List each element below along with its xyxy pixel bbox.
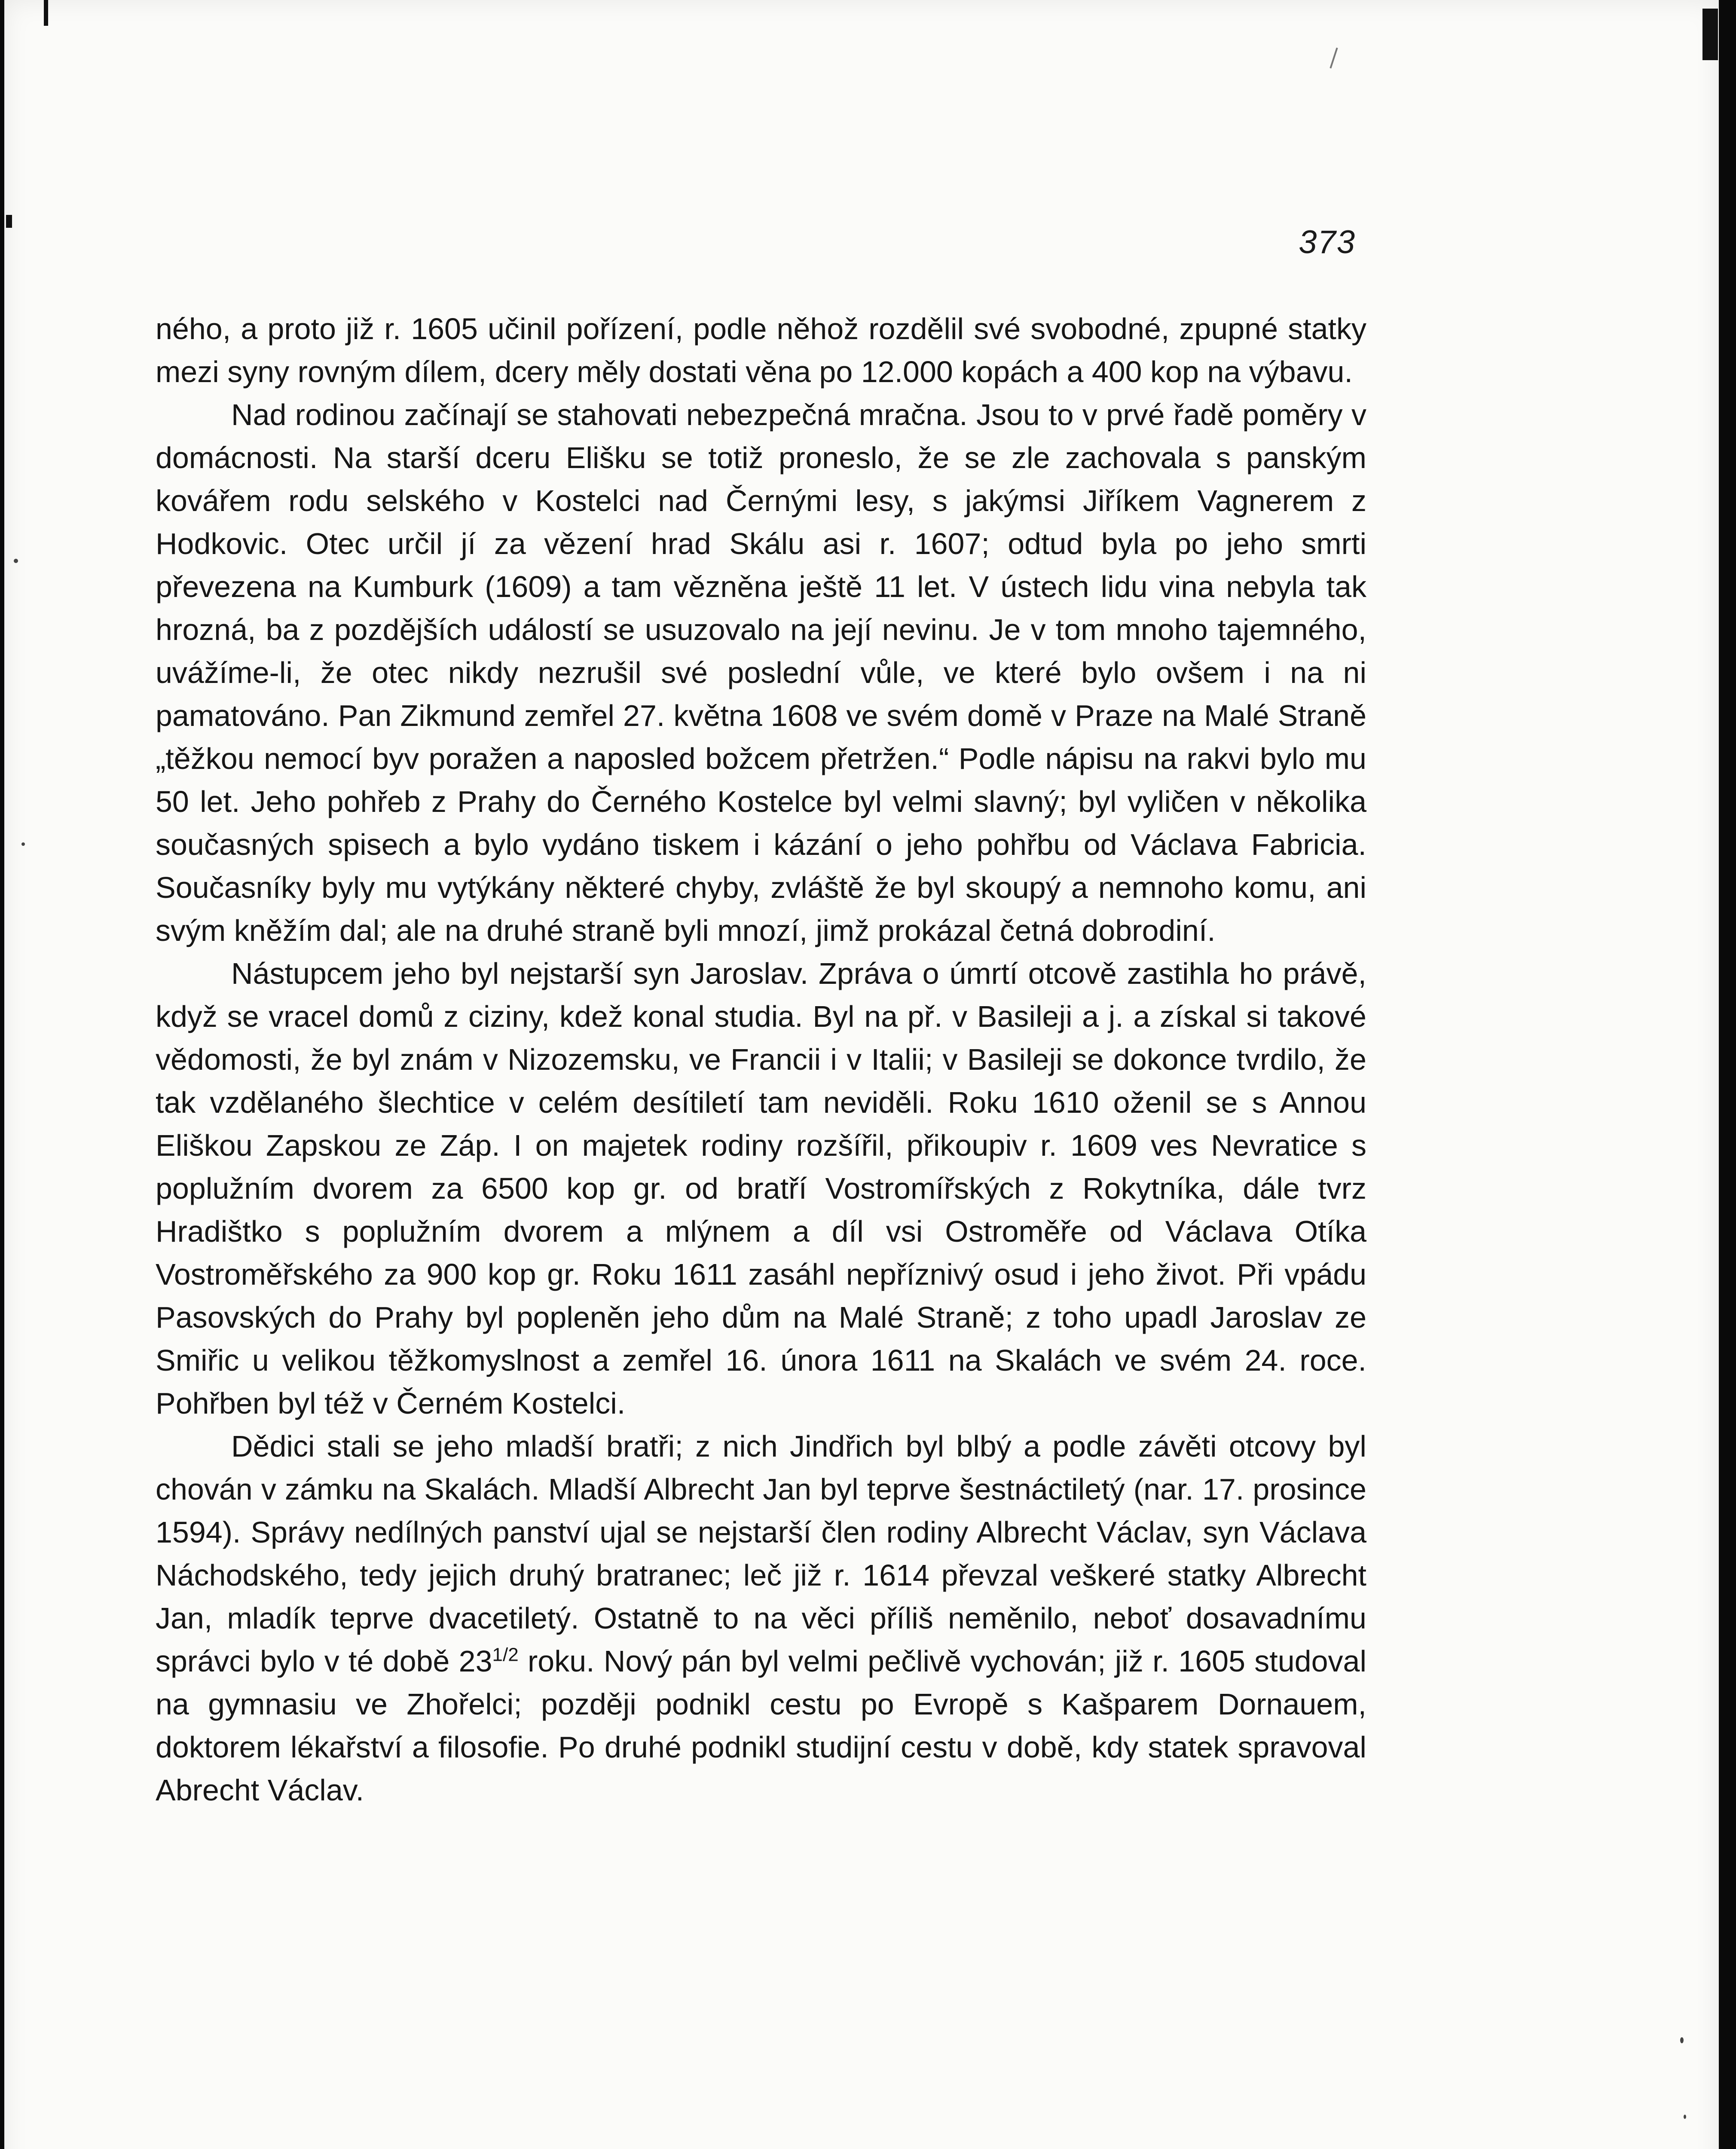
scan-speck <box>1680 2037 1684 2043</box>
fraction-superscript: 1/2 <box>492 1644 519 1665</box>
scan-edge-mark <box>1702 9 1718 60</box>
paragraph-4 <box>156 1425 1366 1812</box>
scan-speck <box>14 559 18 563</box>
paragraph-2: Nad rodinou začínají se stahovati nebezpečná mračna. Jsou to v prvé řadě poměry v domácnosti. Na starší dceru Elišku se totiž proneslo, že se zle zachovala s panským kovářem rodu selského v Kostelci nad Černými lesy, s jakýmsi Jiříkem Vagnerem z Hodkovic. Otec určil jí za vězení hrad Skálu asi r. 1607; odtud byla po jeho smrti převezena na Kumburk (1609) a tam vězněna ještě 11 let. V ústech lidu vina nebyla tak hrozná, ba z pozdějších událostí se usuzovalo na její nevinu. Je v tom mnoho tajemného, uvážíme-li, že otec nikdy nezrušil své poslední vůle, ve které bylo ovšem i na ni pamatováno. Pan Zikmund zemřel 27. května 1608 ve svém domě v Praze na Malé Straně „těžkou nemocí byv poražen a naposled božcem přetržen.“ Podle nápisu na rakvi bylo mu 50 let. Jeho pohřeb z Prahy do Černého Kostelce byl velmi slavný; byl vyličen v několika současných spisech a bylo vydáno tiskem i kázání o jeho pohřbu od Václava Fabricia. Současníky byly mu vytýkány některé chyby, zvláště že byl skoupý a nemnoho komu, ani svým kněžím dal; ale na druhé straně byli mnozí, jimž prokázal četná dobrodiní. <box>156 398 1366 947</box>
body-text <box>156 307 1366 1812</box>
paragraph-4-text: Dědici stali se jeho mladší bratři; z nich Jindřich byl blbý a podle závěti otcovy byl chován v zámku na Skalách. Mladší Albrecht Jan byl teprve šestnáctiletý (nar. 17. prosince 1594). Správy nedílných panství ujal se nejstarší člen rodiny Albrecht Václav, syn Václava Náchodského, tedy jejich druhý bratranec; leč již r. 1614 převzal veškeré statky Albrecht Jan, mladík teprve dvacetiletý. Ostatně to na věci příliš neměnilo, neboť dosavadnímu správci bylo v té době 23 <box>156 1430 1366 1678</box>
scan-edge-mark <box>6 215 12 228</box>
scan-speck <box>21 842 25 846</box>
page-sheet <box>4 0 1719 2149</box>
paragraph-4-text-end: roku. Nový pán byl velmi pečlivě vychován; již r. 1605 studoval na gymnasiu ve Zhořelci; později podnikl cestu po Evropě s Kašparem Dornauem, doktorem lékařství a filosofie. Po druhé podnikl studijní cestu v době, kdy statek spravoval Abrecht Václav. <box>156 1644 1367 1807</box>
scan-speck <box>1684 2115 1686 2119</box>
pencil-mark <box>1330 48 1338 69</box>
scan-edge-mark <box>44 0 48 26</box>
page-number: 373 <box>1299 224 1356 260</box>
paragraph-1: ného, a proto již r. 1605 učinil pořízení, podle něhož rozdělil své svobodné, zpupné statky mezi syny rovným dílem, dcery měly dostati věna po 12.000 kopách a 400 kop na výbavu. <box>156 312 1366 389</box>
paragraph-3: Nástupcem jeho byl nejstarší syn Jaroslav. Zpráva o úmrtí otcově zastihla ho právě, když se vracel domů z ciziny, kdež konal studia. Byl na př. v Basileji a j. a získal si takové vědomosti, že byl znám v Nizozemsku, ve Francii i v Italii; v Basileji se dokonce tvrdilo, že tak vzdělaného šlechtice v celém desítiletí tam neviděli. Roku 1610 oženil se s Annou Eliškou Zapskou ze Záp. I on majetek rodiny rozšířil, přikoupiv r. 1609 ves Nevratice s poplužním dvorem za 6500 kop gr. od bratří Vostromířských z Rokytníka, dále tvrz Hradištko s poplužním dvorem a mlýnem a díl vsi Ostroměře od Václava Otíka Vostroměřského za 900 kop gr. Roku 1611 zasáhl nepříznivý osud i jeho život. Při vpádu Pasovských do Prahy byl popleněn jeho dům na Malé Straně; z toho upadl Jaroslav ze Smiřic u velikou těžkomyslnost a zemřel 16. února 1611 na Skalách ve svém 24. roce. Pohřben byl též v Černém Kostelci. <box>156 957 1366 1420</box>
